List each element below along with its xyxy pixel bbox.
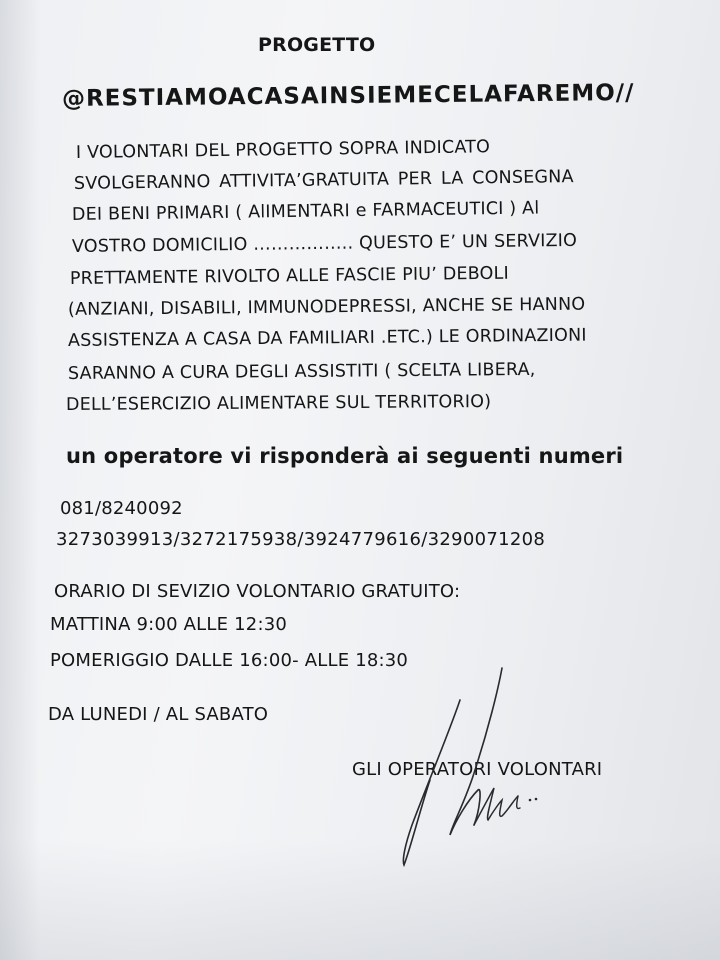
project-hashtag: @RESTIAMOACASAINSIEMECELAFAREMO// — [61, 80, 635, 112]
signoff-text: GLI OPERATORI VOLONTARI — [352, 759, 603, 780]
notice-title: PROGETTO — [258, 34, 376, 56]
body-line-7: ASSISTENZA A CASA DA FAMILIARI .ETC.) LE ORDINAZIONI — [67, 325, 587, 351]
phone-mobiles: 3273039913/3272175938/3924779616/3290071208 — [56, 529, 546, 550]
hours-heading: ORARIO DI SEVIZIO VOLONTARIO GRATUITO: — [54, 581, 461, 602]
body-line-8: SARANNO A CURA DEGLI ASSISTITI ( SCELTA LIBERA, — [67, 359, 536, 384]
paper-shadow-left — [0, 0, 40, 960]
paper-shadow-bottom — [0, 840, 720, 960]
body-line-6: (ANZIANI, DISABILI, IMMUNODEPRESSI, ANCHE SE HANNO — [67, 294, 586, 320]
handwritten-signature — [390, 660, 560, 880]
operator-line: un operatore vi risponderà ai seguenti numeri — [66, 444, 624, 468]
body-line-9: DELL’ESERCIZIO ALIMENTARE SUL TERRITORIO) — [65, 392, 492, 415]
phone-landline: 081/8240092 — [60, 498, 183, 519]
service-days: DA LUNEDI / AL SABATO — [48, 704, 269, 725]
body-line-4: VOSTRO DOMICILIO …………….. QUESTO E’ UN SERVIZIO — [71, 230, 578, 257]
body-line-5: PRETTAMENTE RIVOLTO ALLE FASCIE PIU’ DEBOLI — [69, 263, 510, 289]
body-line-2: SVOLGERANNO ATTIVITA’GRATUITA PER LA CONSEGNA — [73, 167, 574, 194]
hours-morning: MATTINA 9:00 ALLE 12:30 — [50, 614, 288, 635]
hours-afternoon: POMERIGGIO DALLE 16:00- ALLE 18:30 — [50, 650, 409, 671]
body-line-3: DEI BENI PRIMARI ( AlIMENTARI e FARMACEUTICI ) Al — [71, 198, 540, 225]
body-line-1: I VOLONTARI DEL PROGETTO SOPRA INDICATO — [75, 137, 491, 163]
